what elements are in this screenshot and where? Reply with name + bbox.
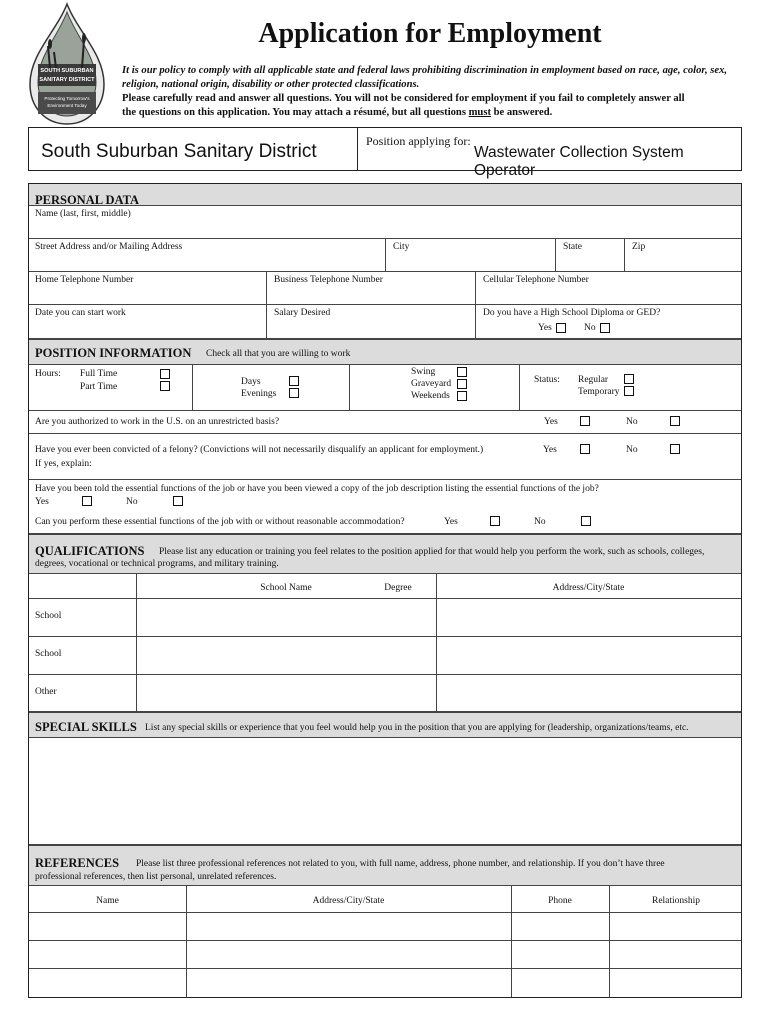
authorized-question: Are you authorized to work in the U.S. on an unrestricted basis?	[35, 417, 280, 427]
references-instruction-1: Please list three professional references not related to you, with full name, address, phone number, and relationship. If you don’t have three	[136, 859, 665, 869]
authorized-yes-label: Yes	[544, 417, 558, 427]
graveyard-checkbox[interactable]	[457, 379, 467, 389]
days-checkbox[interactable]	[289, 376, 299, 386]
position-info-header	[29, 339, 741, 365]
skills-instruction: List any special skills or experience that you feel would help you in the position that you are applying for (leadership, organizations/teams, etc.	[145, 723, 689, 733]
business-phone-label: Business Telephone Number	[274, 275, 383, 285]
policy-must: must	[468, 107, 491, 118]
school-row-2[interactable]	[29, 637, 741, 675]
col-school-name: School Name	[260, 583, 312, 593]
street-label: Street Address and/or Mailing Address	[35, 242, 183, 252]
part-time-checkbox[interactable]	[160, 381, 170, 391]
ref-col-phone: Phone	[548, 896, 572, 906]
felony-no-checkbox[interactable]	[670, 444, 680, 454]
zip-label: Zip	[632, 242, 646, 252]
perform-yes-label: Yes	[444, 517, 458, 527]
ref-col-relationship: Relationship	[651, 896, 701, 906]
felony-no-label: No	[626, 445, 638, 455]
position-applying-field[interactable]	[357, 127, 742, 179]
district-name-box	[28, 127, 358, 171]
told-yes-label: Yes	[35, 497, 49, 507]
evenings-label: Evenings	[241, 389, 277, 399]
told-yes-checkbox[interactable]	[82, 496, 92, 506]
state-label: State	[563, 242, 582, 252]
regular-label: Regular	[578, 375, 609, 385]
swing-checkbox[interactable]	[457, 367, 467, 377]
skills-heading: SPECIAL SKILLS	[35, 720, 137, 734]
status-label: Status:	[534, 375, 560, 385]
skills-textarea[interactable]	[29, 738, 741, 845]
personal-data-heading: PERSONAL DATA	[35, 193, 140, 207]
policy-italic: It is our policy to comply with all applicable state and federal laws prohibiting discrimination in employment based on race, age, color, sex, religion, national origin, disability or other protected classifications.	[122, 65, 728, 90]
diploma-no-label: No	[584, 323, 596, 333]
policy-line-2b: be answered.	[490, 107, 553, 118]
position-info-instruction: Check all that you are willing to work	[206, 349, 351, 359]
cell-phone-label: Cellular Telephone Number	[483, 275, 589, 285]
graveyard-label: Graveyard	[411, 379, 452, 389]
reference-row-2[interactable]	[29, 941, 741, 969]
references-instruction-2: professional references, then list personal, unrelated references.	[35, 872, 277, 882]
hours-label: Hours:	[35, 369, 61, 379]
diploma-question: Do you have a High School Diploma or GED?	[483, 308, 661, 318]
references-columns	[29, 886, 741, 913]
ref-col-name: Name	[96, 896, 119, 906]
position-label: Position applying for:	[366, 134, 471, 148]
name-label: Name (last, first, middle)	[35, 209, 131, 219]
position-info-heading: POSITION INFORMATION	[35, 346, 192, 360]
hours-row	[29, 365, 741, 411]
district-logo	[26, 2, 108, 126]
temporary-label: Temporary	[578, 387, 620, 397]
weekends-label: Weekends	[411, 391, 450, 401]
temporary-checkbox[interactable]	[624, 386, 634, 396]
swing-label: Swing	[411, 367, 436, 377]
authorized-no-label: No	[626, 417, 638, 427]
name-field[interactable]	[29, 206, 741, 239]
qualifications-columns	[29, 574, 741, 599]
start-date-label: Date you can start work	[35, 308, 126, 318]
felony-yes-checkbox[interactable]	[580, 444, 590, 454]
authorized-row	[29, 411, 741, 434]
city-label: City	[393, 242, 410, 252]
qualifications-instruction-1: Please list any education or training you feel relates to the position applied for that would help you perform the work, such as schools, colleges,	[159, 547, 705, 557]
essential-functions-row	[29, 480, 741, 534]
application-form	[28, 183, 742, 998]
felony-question: Have you ever been convicted of a felony? (Convictions will not necessarily disqualify an applicant for employment.)	[35, 445, 484, 455]
days-label: Days	[241, 377, 261, 387]
full-time-checkbox[interactable]	[160, 369, 170, 379]
policy-line-1: Please carefully read and answer all questions. You will not be considered for employment if you fail to completely answer all	[122, 93, 685, 104]
authorized-yes-checkbox[interactable]	[580, 416, 590, 426]
diploma-yes-checkbox[interactable]	[556, 323, 566, 333]
svg-text:SOUTH SUBURBAN: SOUTH SUBURBAN	[40, 68, 94, 74]
perform-no-label: No	[534, 517, 546, 527]
personal-data-header	[29, 184, 741, 206]
references-heading: REFERENCES	[35, 856, 120, 870]
salary-label: Salary Desired	[274, 308, 331, 318]
references-header	[29, 845, 741, 886]
qualifications-heading: QUALIFICATIONS	[35, 544, 145, 558]
perform-yes-checkbox[interactable]	[490, 516, 500, 526]
qualifications-header	[29, 534, 741, 574]
felony-yes-label: Yes	[543, 445, 557, 455]
perform-question: Can you perform these essential functions of the job with or without reasonable accommodation?	[35, 517, 405, 527]
diploma-no-checkbox[interactable]	[600, 323, 610, 333]
evenings-checkbox[interactable]	[289, 388, 299, 398]
col-address: Address/City/State	[552, 583, 625, 593]
skills-header	[29, 712, 741, 738]
start-salary-row	[29, 305, 741, 339]
perform-no-checkbox[interactable]	[581, 516, 591, 526]
col-degree: Degree	[384, 583, 412, 593]
felony-explain-label: If yes, explain:	[35, 459, 92, 469]
weekends-checkbox[interactable]	[457, 391, 467, 401]
page-title: Application for Employment	[258, 18, 602, 49]
policy-line-2a: the questions on this application. You may attach a résumé, but all questions	[122, 107, 469, 118]
ref-col-address: Address/City/State	[312, 896, 385, 906]
qualifications-instruction-2: degrees, vocational or technical programs, and military training.	[35, 559, 279, 569]
svg-text:SANITARY DISTRICT: SANITARY DISTRICT	[39, 77, 95, 83]
svg-text:Environment Today: Environment Today	[47, 103, 87, 108]
part-time-label: Part Time	[80, 382, 118, 392]
full-time-label: Full Time	[80, 369, 118, 379]
authorized-no-checkbox[interactable]	[670, 416, 680, 426]
reference-row-3[interactable]	[29, 969, 741, 997]
svg-text:Protecting Tomorrow's: Protecting Tomorrow's	[44, 96, 90, 101]
diploma-yes-label: Yes	[538, 323, 552, 333]
told-no-checkbox[interactable]	[173, 496, 183, 506]
school-row-1[interactable]	[29, 599, 741, 637]
phone-row	[29, 272, 741, 305]
regular-checkbox[interactable]	[624, 374, 634, 384]
home-phone-label: Home Telephone Number	[35, 275, 134, 285]
school-row-2-label: School	[35, 649, 62, 659]
felony-row	[29, 434, 741, 480]
school-row-1-label: School	[35, 611, 62, 621]
position-value[interactable]: Wastewater Collection System Operator	[474, 144, 684, 179]
address-row	[29, 239, 741, 272]
policy-statement	[122, 64, 740, 120]
told-question: Have you been told the essential functions of the job or have you been viewed a copy of the job description listing the essential functions of the job?	[35, 484, 599, 494]
other-row-label: Other	[35, 687, 57, 697]
other-row[interactable]	[29, 675, 741, 712]
told-no-label: No	[126, 497, 138, 507]
district-name: South Suburban Sanitary District	[41, 141, 317, 162]
reference-row-1[interactable]	[29, 913, 741, 941]
